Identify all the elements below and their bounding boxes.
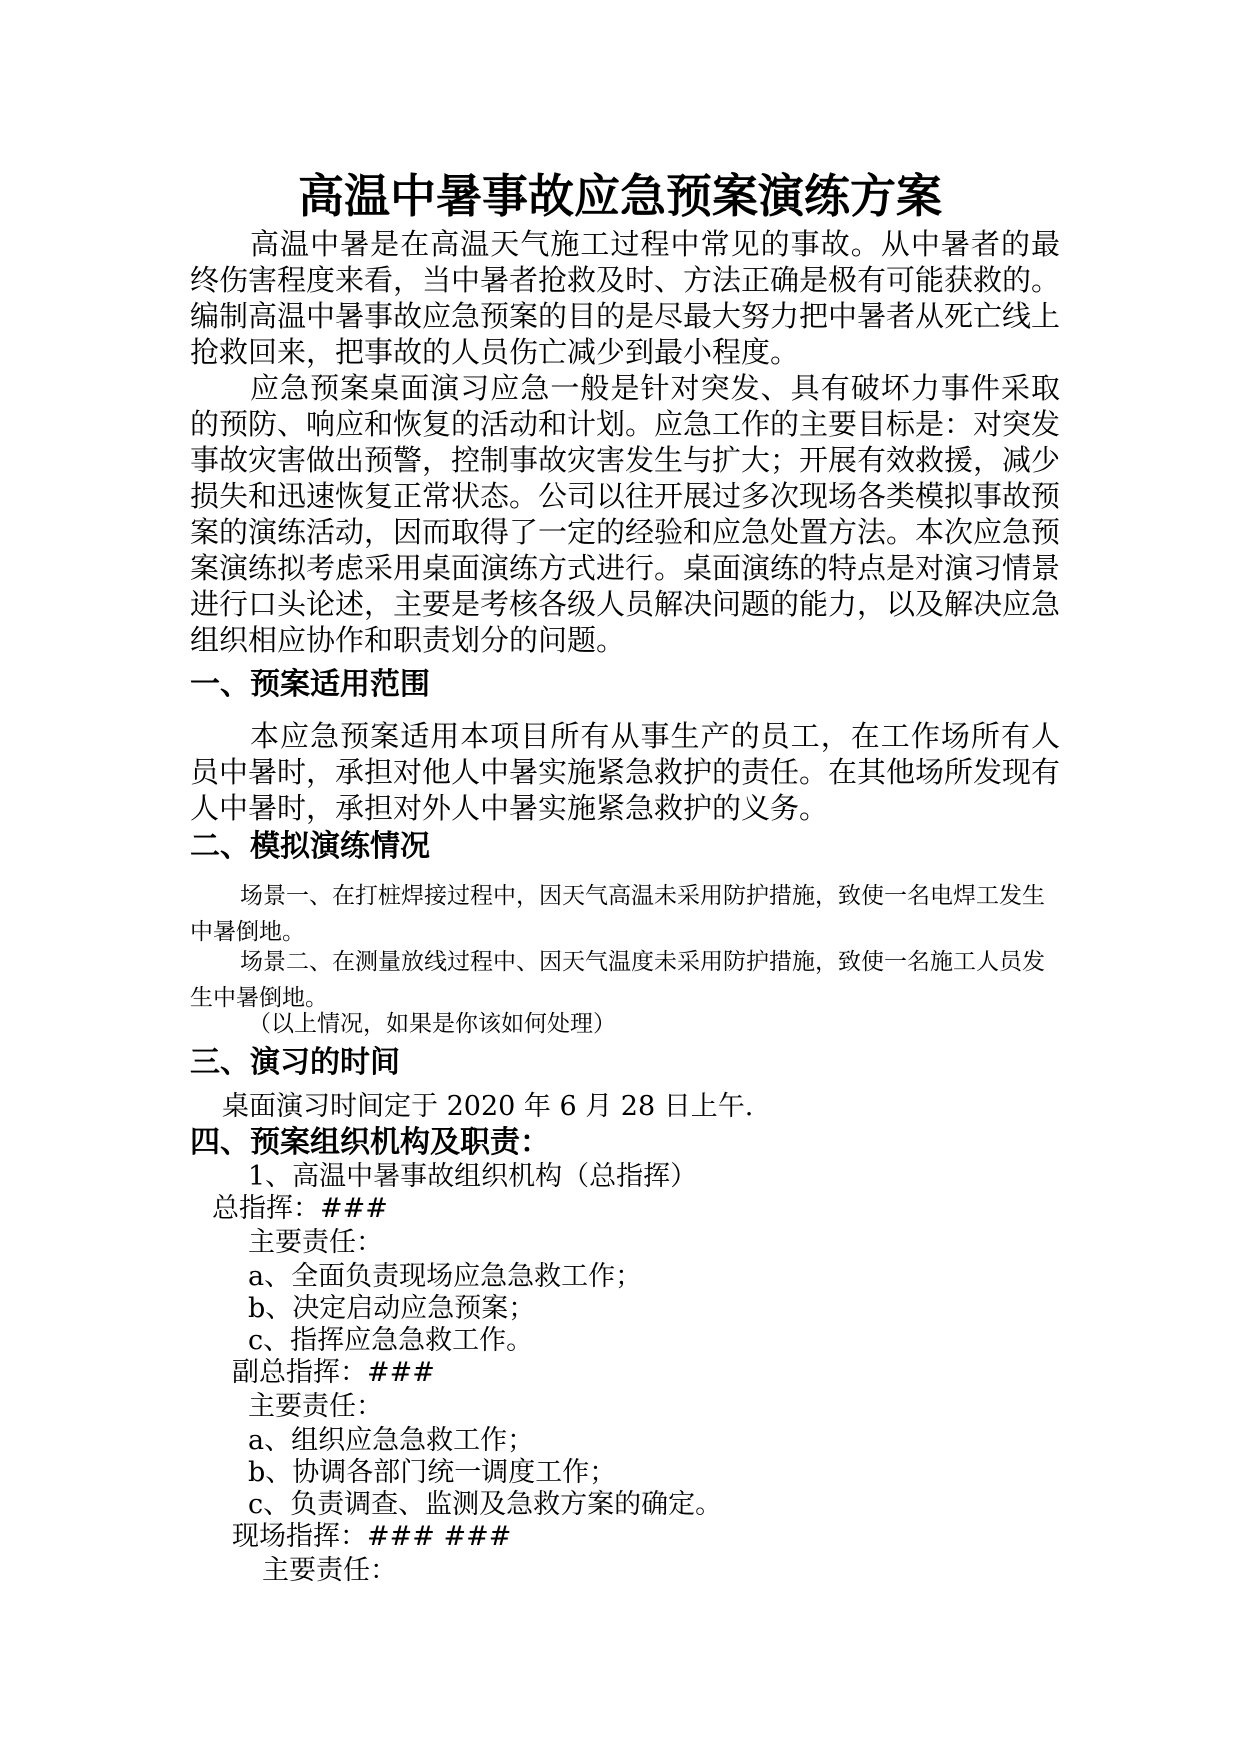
intro-paragraph-2: 应急预案桌面演习应急一般是针对突发、具有破坏力事件采取的预防、响应和恢复的活动和计划。应急工作的主要目标是：对突发事故灾害做出预警，控制事故灾害发生与扩大；开展有效救援，减少损失和迅速恢复正常状态。公司以往开展过多次现场各类模拟事故预案的演练活动，因而取得了一定的经验和应急处置方法。本次应急预案演练拟考虑采用桌面演练方式进行。桌面演练的特点是对演习情景进行口头论述，主要是考核各级人员解决问题的能力，以及解决应急组织相应协作和职责划分的问题。	[190, 371, 1061, 657]
deputy-commander: 副总指挥：###	[232, 1357, 435, 1388]
intro-paragraph-1: 高温中暑是在高温天气施工过程中常见的事故。从中暑者的最终伤害程度来看，当中暑者抢救及时、方法正确是极有可能获救的。编制高温中暑事故应急预案的目的是尽最大努力把中暑者从死亡线上抢救回来，把事故的人员伤亡减少到最小程度。	[190, 227, 1061, 369]
scene-2: 场景二、在测量放线过程中、因天气温度未采用防护措施，致使一名施工人员发生中暑倒地。	[190, 949, 1045, 1011]
commander-duty-b: b、决定启动应急预案；	[248, 1293, 536, 1324]
deputy-duty-label: 主要责任：	[248, 1391, 383, 1422]
commander: 总指挥：###	[212, 1193, 388, 1224]
scenario-note: （以上情况，如果是你该如何处理）	[248, 1011, 616, 1037]
section-3-body: 桌面演习时间定于 2020 年 6 月 28 日上午.	[222, 1091, 754, 1122]
deputy-duty-c: c、负责调查、监测及急救方案的确定。	[248, 1489, 723, 1520]
deputy-duty-a: a、组织应急急救工作；	[248, 1425, 535, 1456]
section-2-heading: 二、模拟演练情况	[190, 829, 430, 864]
document-title: 高温中暑事故应急预案演练方案	[298, 169, 942, 223]
section-3-heading: 三、演习的时间	[190, 1045, 400, 1080]
deputy-duty-b: b、协调各部门统一调度工作；	[248, 1457, 617, 1488]
org-title: 1、高温中暑事故组织机构（总指挥）	[248, 1161, 698, 1192]
site-duty-label: 主要责任：	[262, 1555, 397, 1586]
site-commander: 现场指挥：### ###	[232, 1521, 512, 1552]
commander-duty-a: a、全面负责现场应急急救工作；	[248, 1261, 643, 1292]
scene-1: 场景一、在打桩焊接过程中，因天气高温未采用防护措施，致使一名电焊工发生中暑倒地。	[190, 883, 1045, 945]
commander-duty-label: 主要责任：	[248, 1227, 383, 1258]
section-4-heading: 四、预案组织机构及职责：	[190, 1125, 550, 1160]
section-1-heading: 一、预案适用范围	[190, 667, 430, 702]
section-1-body: 本应急预案适用本项目所有从事生产的员工，在工作场所有人员中暑时，承担对他人中暑实施紧急救护的责任。在其他场所发现有人中暑时，承担对外人中暑实施紧急救护的义务。	[190, 719, 1061, 825]
commander-duty-c: c、指挥应急急救工作。	[248, 1325, 534, 1356]
